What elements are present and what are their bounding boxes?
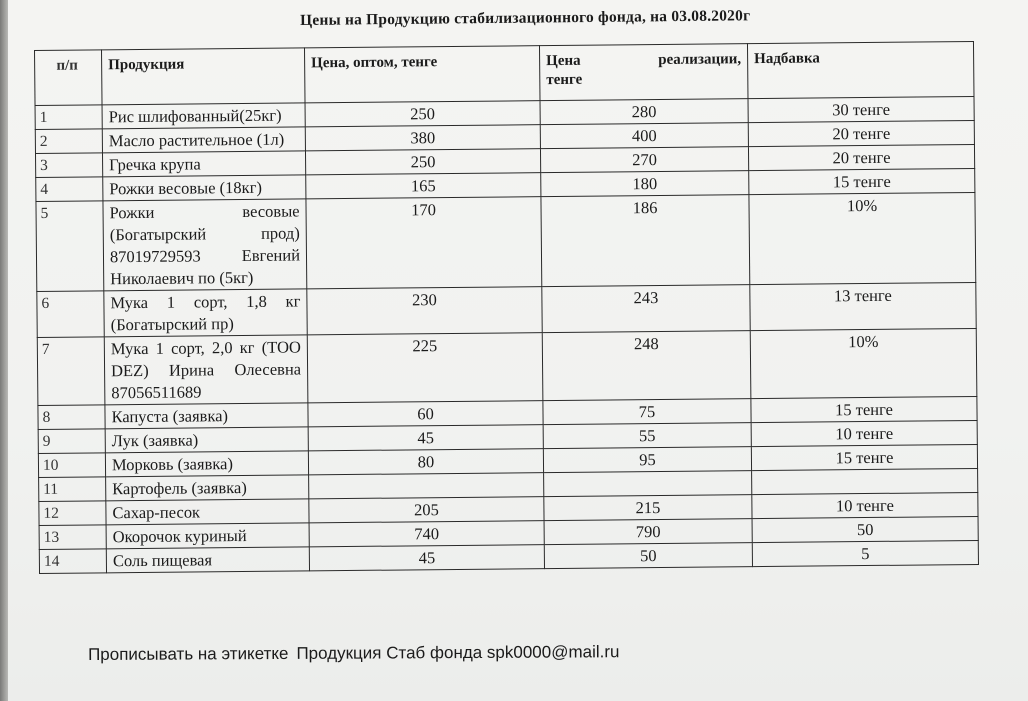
row-number: 6 xyxy=(37,291,104,338)
row-price-opt: 45 xyxy=(309,545,544,571)
row-product: Мука 1 сорт, 1,8 кг (Богатырский пр) xyxy=(104,289,307,337)
table-row xyxy=(36,192,976,291)
row-price-real xyxy=(544,471,752,497)
price-table-wrapper xyxy=(34,41,979,574)
row-price-opt: 170 xyxy=(306,197,542,289)
row-price-opt xyxy=(309,473,544,499)
row-product: Картофель (заявка) xyxy=(106,475,309,501)
row-price-real: 248 xyxy=(542,331,751,401)
table-header-row xyxy=(35,41,974,105)
row-number: 12 xyxy=(39,501,106,526)
row-price-real: 280 xyxy=(540,99,748,125)
row-price-real: 75 xyxy=(543,399,751,425)
row-product: Мука 1 сорт, 2,0 кг (ТОО DEZ) Ирина Олесевна 87056511689 xyxy=(104,335,308,405)
row-price-opt: 230 xyxy=(307,287,542,335)
header-price-real xyxy=(539,44,748,101)
row-markup: 20 тенге xyxy=(748,144,974,170)
row-price-opt: 250 xyxy=(305,149,540,175)
footer-label: Прописывать на этикетке xyxy=(88,643,289,664)
row-number: 10 xyxy=(38,453,105,478)
row-number: 13 xyxy=(39,525,106,550)
row-price-real: 50 xyxy=(544,543,752,569)
row-price-real: 270 xyxy=(540,147,748,173)
row-product: Рожки весовые (18кг) xyxy=(103,175,306,201)
row-markup: 15 тенге xyxy=(749,168,975,194)
row-price-opt: 60 xyxy=(308,401,543,427)
row-markup: 13 тенге xyxy=(750,282,976,330)
header-price-opt: Цена, оптом, тенге xyxy=(304,46,540,103)
row-number: 9 xyxy=(38,429,105,454)
row-price-opt: 225 xyxy=(307,333,543,403)
row-product: Морковь (заявка) xyxy=(105,451,308,477)
row-number: 1 xyxy=(35,105,102,130)
row-product: Сахар-песок xyxy=(106,499,309,525)
row-markup: 10% xyxy=(750,328,977,398)
row-markup: 5 xyxy=(752,540,978,566)
row-price-real: 215 xyxy=(544,495,752,521)
row-markup: 15 тенге xyxy=(751,444,977,470)
header-product: Продукция xyxy=(102,48,306,105)
footer-note xyxy=(88,642,620,665)
row-markup: 50 xyxy=(752,516,978,542)
row-price-opt: 165 xyxy=(306,173,541,199)
page-edge-shadow xyxy=(0,0,8,701)
row-price-real: 95 xyxy=(543,447,751,473)
row-price-opt: 380 xyxy=(305,125,540,151)
row-price-opt: 250 xyxy=(305,101,540,127)
document-title: Цены на Продукцию стабилизационного фонда, на 03.08.2020г xyxy=(300,7,751,29)
row-price-real: 790 xyxy=(544,519,752,545)
row-number: 5 xyxy=(36,201,104,292)
row-number: 2 xyxy=(35,129,102,154)
row-markup: 30 тенге xyxy=(748,96,974,122)
row-number: 14 xyxy=(39,549,106,574)
row-price-real: 55 xyxy=(543,423,751,449)
row-markup: 10 тенге xyxy=(752,492,978,518)
row-number: 8 xyxy=(38,405,105,430)
row-markup xyxy=(752,468,978,494)
row-number: 3 xyxy=(35,153,102,178)
row-price-real: 180 xyxy=(541,171,749,197)
header-price-real-word2: реализации, xyxy=(658,51,742,69)
header-price-real-unit: тенге xyxy=(546,71,583,89)
header-np: п/п xyxy=(35,50,103,106)
header-price-real-word: Цена xyxy=(546,52,581,70)
row-product: Окорочок куриный xyxy=(106,523,309,549)
row-product: Рожки весовые (Богатырский прод) 87019729593 Евгений Николаевич по (5кг) xyxy=(103,199,307,291)
row-markup: 10% xyxy=(749,192,976,284)
row-product: Рис шлифованный(25кг) xyxy=(102,103,305,129)
row-product: Соль пищевая xyxy=(106,547,309,573)
row-price-real: 400 xyxy=(540,123,748,149)
row-markup: 20 тенге xyxy=(748,120,974,146)
row-product: Гречка крупа xyxy=(102,151,305,177)
row-product: Капуста (заявка) xyxy=(105,403,308,429)
row-product: Масло растительное (1л) xyxy=(102,127,305,153)
row-number: 11 xyxy=(39,477,106,502)
header-markup: Надбавка xyxy=(747,41,974,98)
footer-text: Продукция Стаб фонда spk0000@mail.ru xyxy=(296,642,620,663)
row-product: Лук (заявка) xyxy=(105,427,308,453)
row-number: 7 xyxy=(37,337,105,406)
row-price-opt: 80 xyxy=(308,449,543,475)
row-price-opt: 740 xyxy=(309,521,544,547)
row-price-opt: 45 xyxy=(308,425,543,451)
row-markup: 10 тенге xyxy=(751,420,977,446)
table-row xyxy=(37,328,977,405)
price-table xyxy=(34,41,979,574)
row-markup: 15 тенге xyxy=(751,396,977,422)
row-price-real: 243 xyxy=(542,285,750,333)
row-price-opt: 205 xyxy=(309,497,544,523)
row-number: 4 xyxy=(36,177,103,202)
table-body xyxy=(35,96,978,573)
row-price-real: 186 xyxy=(541,195,750,287)
